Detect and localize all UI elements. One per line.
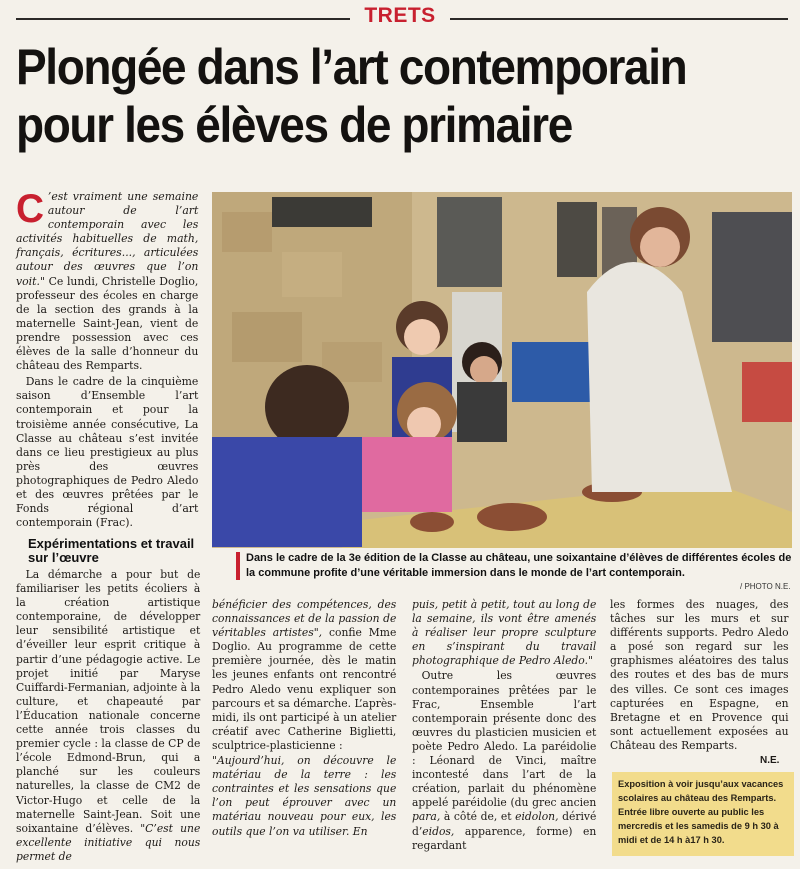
col3-mid: à côté de, et	[440, 810, 512, 824]
body-column-1	[16, 568, 200, 865]
col3-end: apparence, forme) en regardant	[412, 824, 597, 852]
subheading: Expérimentations et travail sur l’œuvre	[28, 536, 195, 565]
photo-illustration	[212, 192, 792, 548]
col2-paragraph-1	[212, 598, 396, 753]
article-photo	[212, 192, 792, 548]
col3-mid2: dérivé d’	[412, 810, 597, 838]
drop-cap: C	[16, 187, 45, 231]
author-signature: N.E.	[760, 755, 780, 766]
lead-quote: ’est vraiment une semaine autour de l’art contemporain avec les activités habituelles de math, français, écritures..., articulées autour des œuvres que l’on voit."	[16, 190, 199, 288]
lead-paragraph-1	[16, 187, 199, 373]
caption-accent-bar	[236, 552, 240, 580]
col1-text: La démarche a pour but de familiariser les petits écoliers à la création artistique contemporaine, de développer leur sensibilité artistique et d’éveiller leur esprit critique à partir d’une pédagogie active. Le projet initié par Maryse Cuiffardi-Fermanian, adjointe à la culture, et chapeauté par l’Éducation nationale concerne cette année trois classes du premier cycle : la classe de CP de l’école Edmond-Brun, qui a planché sur les couleurs naturelles, la classe de CM2 de Victor-Hugo et celle de la maternelle Saint-Jean. Soit une soixantaine d’élèves.	[16, 568, 201, 835]
col2-text: confie Mme Doglio. Au programme de cette première journée, dès le matin les jeunes enfants ont rencontré Pedro Aledo venu expliquer son parcours et sa démarche. L’après-midi, ils ont participé à un atelier créatif avec Catherine Biglietti, sculptrice-plasticienne :	[212, 626, 397, 752]
body-column-4	[610, 598, 789, 754]
body-column-2	[212, 598, 396, 840]
section-label: TRETS	[350, 2, 450, 30]
lead-column	[16, 187, 199, 532]
headline	[16, 38, 734, 154]
headline-line-2: pour les élèves de primaire	[16, 97, 572, 153]
col1-quote: "C’est une excellente initiative qui nous permet de	[16, 821, 201, 863]
photo-caption: Dans le cadre de la 3e édition de la Classe au château, une soixantaine d’élèves de différentes écoles de la commune profite d’une véritable immersion dans le monde de l’art contemporain.	[246, 552, 792, 579]
col3-eidolon: eidolon,	[515, 810, 559, 824]
col3-quote: puis, petit à petit, tout au long de la semaine, ils vont être amenés à réaliser leur propre sculpture en s’inspirant du travail photographique de Pedro Aledo."	[412, 598, 597, 668]
col2-paragraph-2	[212, 754, 396, 839]
col3-paragraph-1	[412, 598, 596, 668]
col3-text: Outre les œuvres contemporaines prêtées par le Frac, Ensemble l’art contemporain présente donc des œuvres du plasticien musicien et poète Pedro Aledo. La paréidolie : Léonard de Vinci, maître incontesté dans l’art de la création, parlait du phénomène appelé paréidolie (du grec ancien	[412, 669, 597, 810]
col3-para: para,	[412, 810, 441, 824]
lead-p1-rest: Ce lundi, Christelle Doglio, professeur des écoles en charge de la section des grands à la maternelle Saint-Jean, vient de prendre possession avec ces élèves de la salle d’honneur du château des Remparts.	[16, 274, 199, 373]
col3-eidos: eidos,	[422, 824, 455, 838]
col1-paragraph	[16, 568, 200, 864]
photo-credit: / PHOTO N.E.	[740, 582, 791, 591]
body-column-3	[412, 598, 596, 854]
info-box: Exposition à voir jusqu’aux vacances scolaires au château des Remparts. Entrée libre ouverte au public les mercredis et les samedis de 9 h 30 à midi et de 14 h à17 h 30.	[612, 772, 794, 856]
col4-paragraph: les formes des nuages, des tâches sur les murs et sur différents supports. Pedro Aledo a posé son regard sur les graphismes aléatoires des talus des routes et des bas de murs des villes. Ce sont ces images capturées en Espagne, en Bretagne et en Provence qui sont actuellement exposées au Château des Remparts.	[610, 598, 789, 752]
col2-quote-2: "Aujourd’hui, on découvre le matériau de la terre : les contraintes et les sensations que l’on peut éprouver avec un matériau nouveau pour eux, les outils que l’on va utiliser. En	[212, 754, 397, 838]
headline-line-1: Plongée dans l’art contemporain	[16, 39, 687, 95]
lead-paragraph-2: Dans le cadre de la cinquième saison d’Ensemble l’art contemporain et pour la troisième année consécutive, La Classe au château s’est invitée dans ce lieu prestigieux au plus près des œuvres photographiques de Pedro Aledo et des œuvres prêtées par le Fonds régional d’art contemporain (Frac).	[16, 375, 199, 530]
col3-paragraph-2	[412, 669, 596, 852]
col2-quote: bénéficier des compétences, des connaissances et de la passion de véritables artistes",	[212, 598, 397, 640]
